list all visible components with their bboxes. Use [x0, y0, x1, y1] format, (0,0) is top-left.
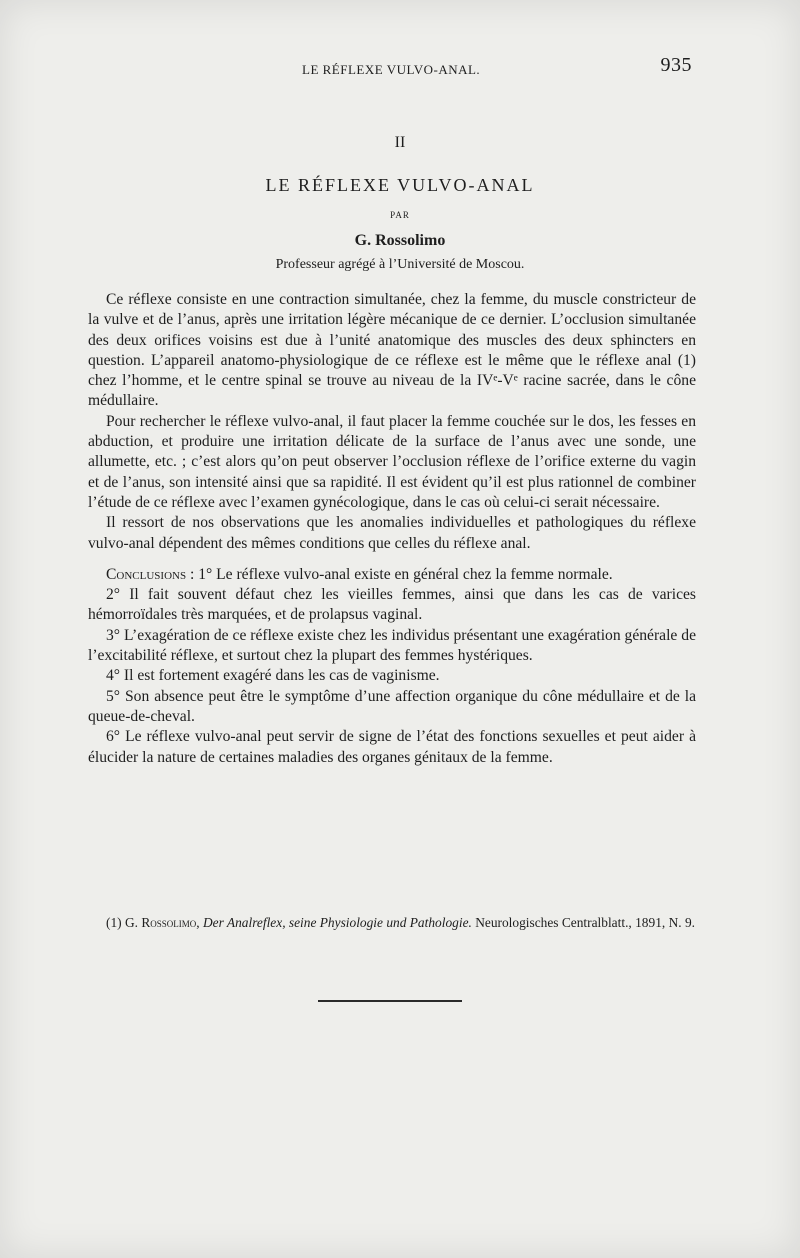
footnote: [88, 913, 696, 933]
page-number: 935: [660, 54, 692, 76]
conclusion-4: 4° Il est fortement exagéré dans les cas de vaginisme.: [106, 667, 440, 685]
conclusions-label: Conclusions: [106, 565, 187, 583]
footnote-separator: ,: [196, 915, 203, 930]
footnote-author: Rossolimo: [141, 915, 197, 930]
conclusion-1-text: : 1° Le réflexe vulvo-anal existe en général chez la femme normale.: [186, 565, 613, 583]
footnote-work-title: Der Analreflex, seine Physiologie und Pathologie.: [202, 915, 472, 930]
conclusion-5: 5° Son absence peut être le symptôme d’une affection organique du cône médullaire et de la queue-de-cheval.: [88, 687, 696, 725]
conclusion-3: 3° L’exagération de ce réflexe existe chez les individus présentant une exagération générale de l’excitabilité réflexe, et surtout chez la plupart des femmes hystériques.: [88, 626, 696, 665]
conclusion-1: [88, 565, 696, 585]
conclusion-2: 2° Il fait souvent défaut chez les vieilles femmes, ainsi que dans les cas de varices hémorroïdales très marquées, et de prolapsus vaginal.: [88, 586, 696, 624]
paragraph-method: Pour rechercher le réflexe vulvo-anal, il faut placer la femme couchée sur le dos, les fesses en abduction, et produire une irritation délicate de la surface de l’anus avec une sonde, une allumette, etc. ; c’est alors qu’on peut observer l’occlusion réflexe de l’orifice externe du vagin et de l’anus, son intensité ainsi que sa rapidité. Il est évident qu’il est plus rationnel de combiner l’étude de ce réflexe avec l’examen gynécologique, dans le cas où celui-ci serait nécessaire.: [88, 412, 696, 511]
by-label: PAR: [390, 210, 410, 220]
end-rule: [318, 1000, 462, 1002]
author-name: G. Rossolimo: [354, 232, 446, 249]
conclusion-6: 6° Le réflexe vulvo-anal peut servir de signe de l’état des fonctions sexuelles et peut aider à élucider la nature de certaines maladies des organes génitaux de la femme.: [88, 728, 696, 766]
paragraph-definition: Ce réflexe consiste en une contraction simultanée, chez la femme, du muscle constricteur de la vulve et de l’anus, après une irritation légère mécanique de ce dernier. L’occlusion simultanée des deux orifices voisins est due à l’unité anatomique des muscles des deux sphincters en question. L’appareil anatomo-physiologique de ce réflexe est le même que le réflexe anal (1) chez l’homme, et le centre spinal se trouve au niveau de la IVᵉ-Vᵉ racine sacrée, dans le cône médullaire.: [88, 291, 696, 410]
article-title: LE RÉFLEXE VULVO-ANAL: [265, 175, 535, 195]
footnote-marker: (1) G.: [106, 915, 142, 930]
running-header: [88, 54, 692, 78]
article-body: [88, 290, 696, 768]
footnote-source: Neurologisches Centralblatt., 1891, N. 9.: [471, 915, 695, 930]
running-title: LE RÉFLEXE VULVO-ANAL.: [302, 62, 481, 77]
author-affiliation: Professeur agrégé à l’Université de Moscou.: [275, 257, 525, 272]
paragraph-observations: Il ressort de nos observations que les anomalies individuelles et pathologiques du réflexe vulvo-anal dépendent des mêmes conditions que celles du réflexe anal.: [88, 514, 696, 552]
section-number: II: [394, 134, 406, 151]
